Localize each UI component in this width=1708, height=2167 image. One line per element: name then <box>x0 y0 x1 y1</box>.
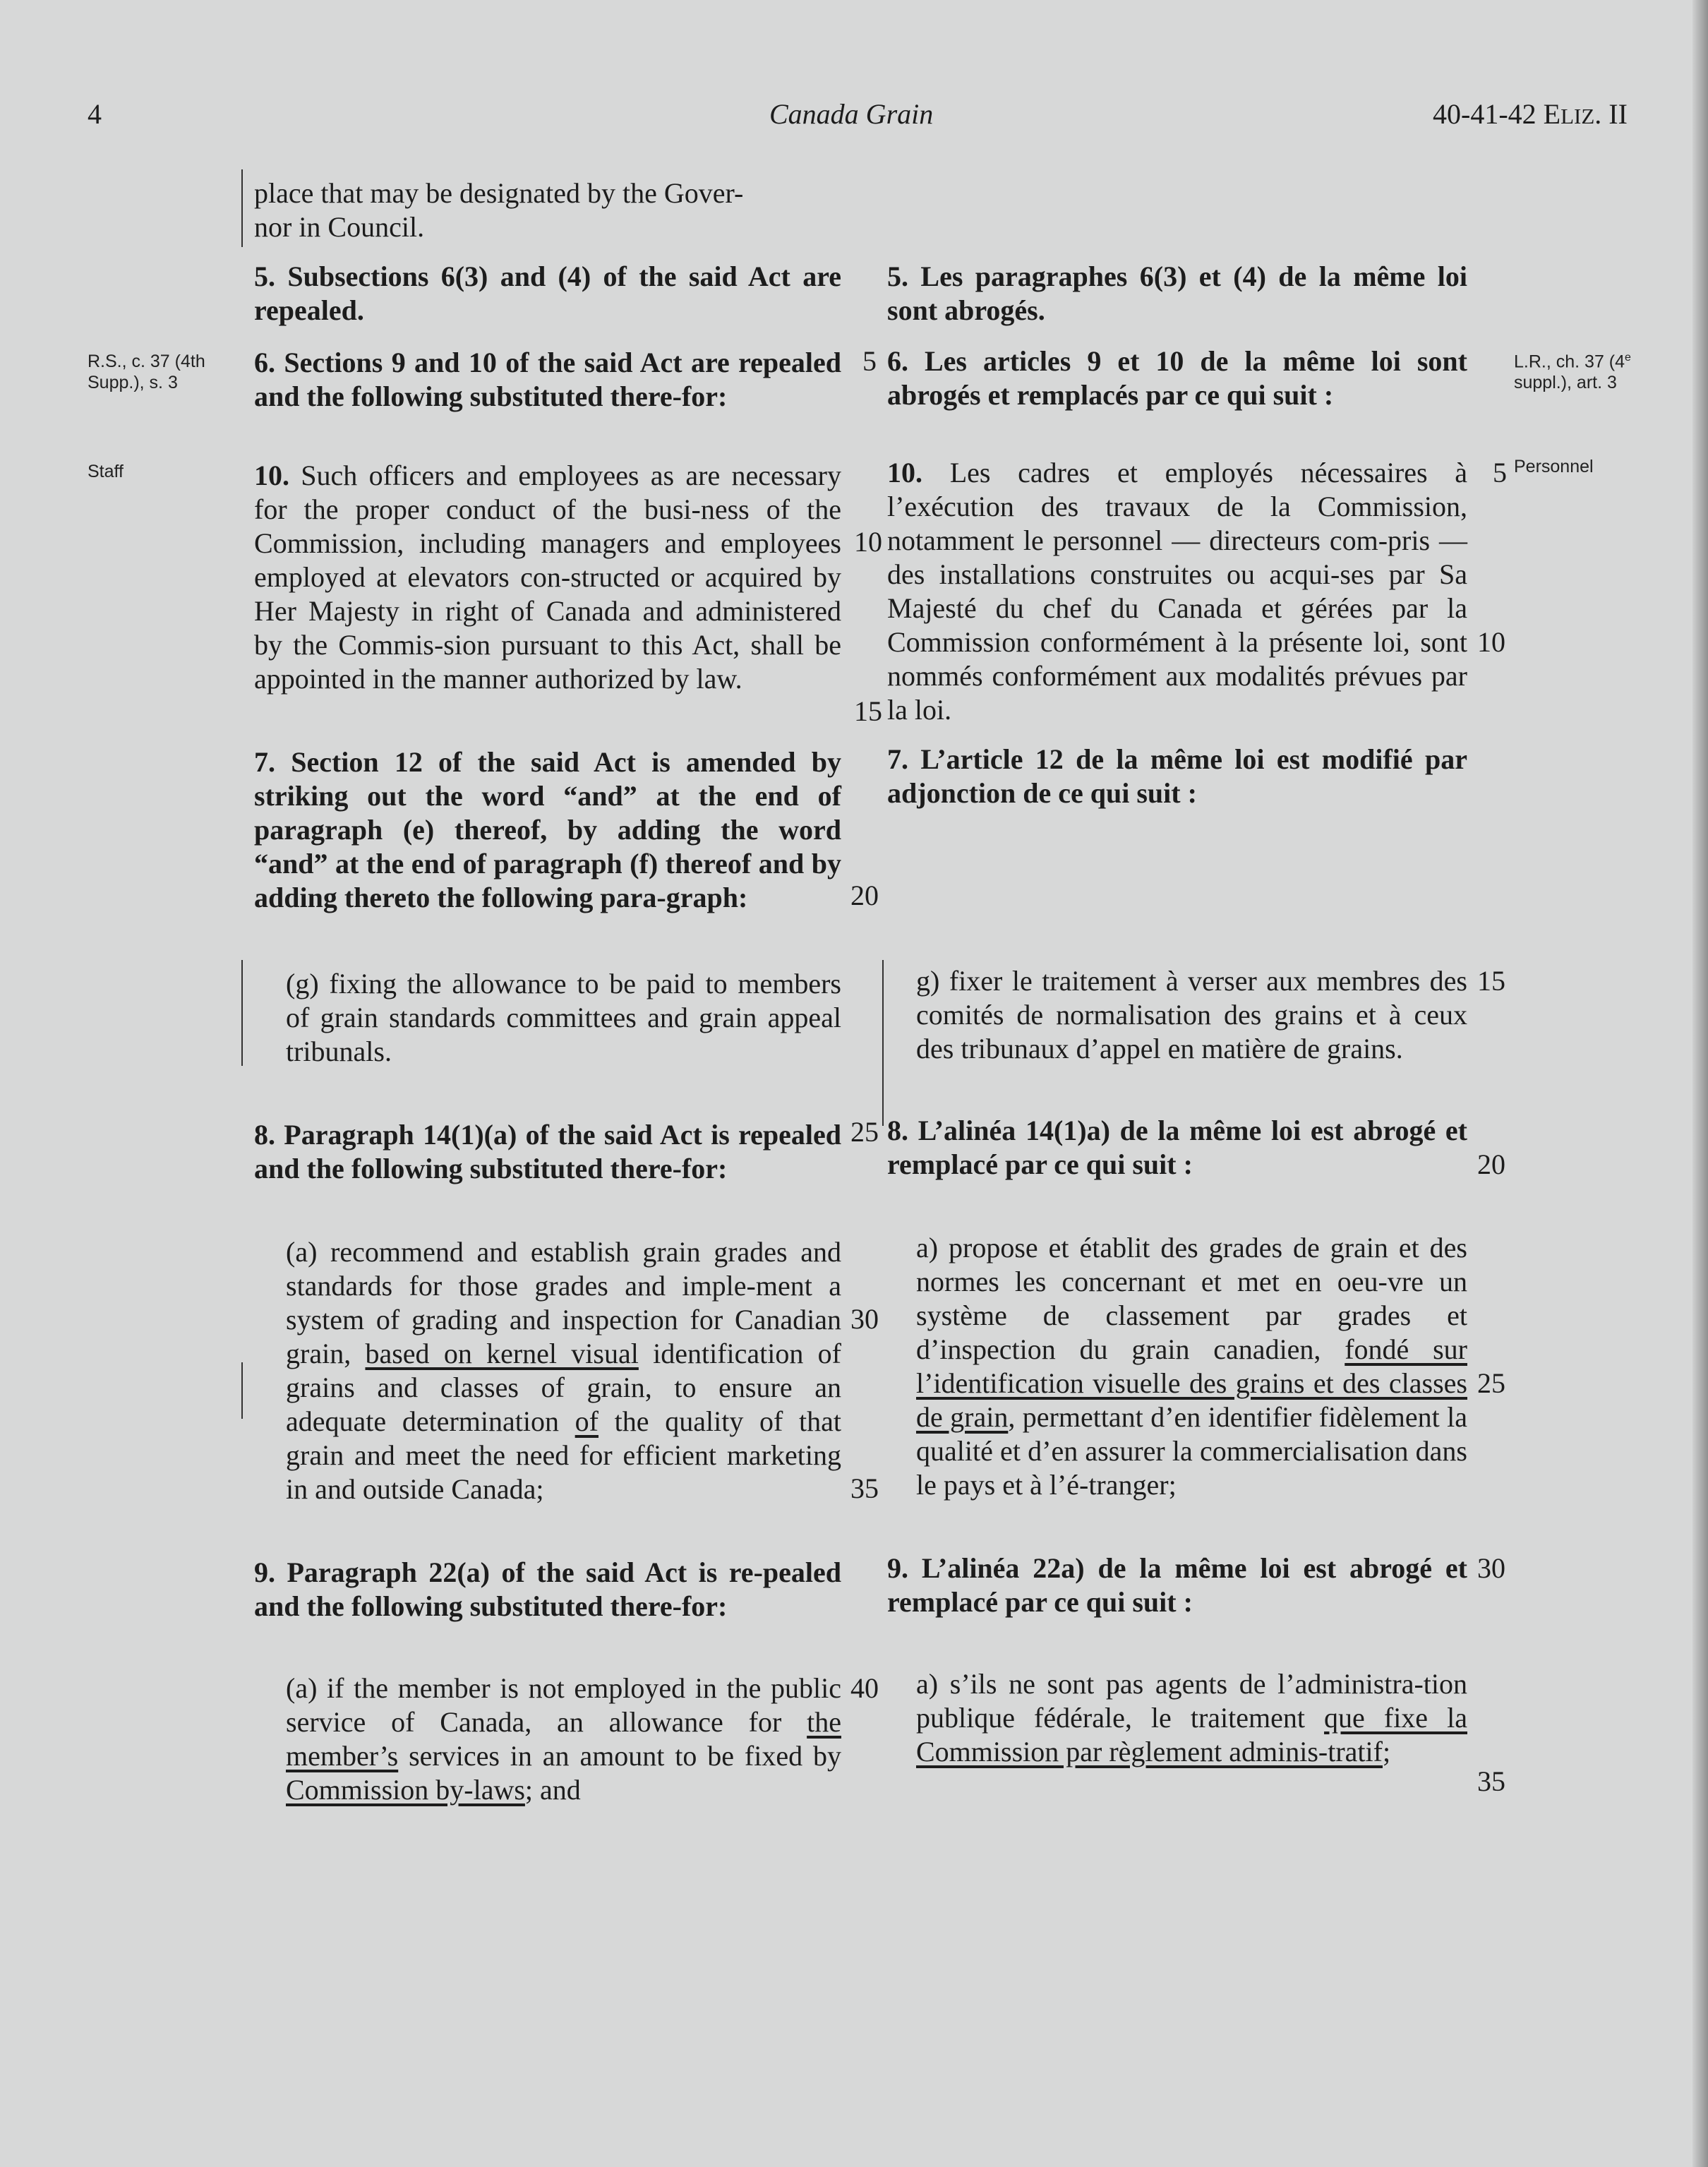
fr-section-10: 10. Les cadres et employés nécessaires à l’exécution des travaux de la Commission, notamment le personnel — directeurs com-pris — des installations construites ou acqui-ses par Sa Majesté du chef du Canada et gérées par la Commission conformément à la présente loi, sont nommés conformément aux modalités prévues par la loi. <box>887 457 1467 726</box>
line-number: 5 <box>1493 457 1507 488</box>
en-paragraph-g: (g) fixing the allowance to be paid to members of grain standards committees and grain appeal tribunals. <box>286 968 841 1067</box>
en-paragraph-22a: (a) if the member is not employed in the public service of Canada, an allowance for the member’s services in an amount to be fixed by Commission by-laws; and <box>286 1672 841 1806</box>
margin-note-staff: Staff <box>88 462 124 481</box>
line-number: 5 <box>862 345 877 377</box>
page-title: Canada Grain <box>769 98 934 130</box>
en-intro: place that may be designated by the Gover- nor in Council. <box>254 177 744 243</box>
line-number: 30 <box>1477 1552 1505 1584</box>
line-number: 10 <box>1477 626 1505 658</box>
en-paragraph-14a: (a) recommend and establish grain grades and standards for those grades and imple-ment a system of grading and inspection for Canadian grain, based on kernel visual identification of grains and classes of grain, to ensure an adequate determination of the quality of that grain and meet the need for efficient marketing in and outside Canada; <box>286 1236 841 1505</box>
margin-note-lr: L.R., ch. 37 (4e suppl.), art. 3 <box>1514 352 1631 393</box>
en-section-6: 6. Sections 9 and 10 of the said Act are repealed and the following substituted there-for: <box>254 347 841 412</box>
en-section-8: 8. Paragraph 14(1)(a) of the said Act is repealed and the following substituted there-for: <box>254 1119 841 1184</box>
line-number: 35 <box>1477 1765 1505 1797</box>
line-number: 20 <box>850 880 879 911</box>
line-number: 10 <box>854 526 882 558</box>
fr-paragraph-22a: a) s’ils ne sont pas agents de l’administra-tion publique fédérale, le traitement que fixe la Commission par règlement adminis-tratif; <box>916 1668 1467 1767</box>
fr-section-9: 9. L’alinéa 22a) de la même loi est abrogé et remplacé par ce qui suit : <box>887 1552 1467 1618</box>
revision-bar <box>241 960 243 1066</box>
revision-bar <box>241 1362 243 1419</box>
fr-section-8: 8. L’alinéa 14(1)a) de la même loi est abrogé et remplacé par ce qui suit : <box>887 1115 1467 1180</box>
fr-section-7: 7. L’article 12 de la même loi est modifié par adjonction de ce qui suit : <box>887 743 1467 809</box>
fr-section-6: 6. Les articles 9 et 10 de la même loi sont abrogés et remplacés par ce qui suit : <box>887 345 1467 411</box>
fr-paragraph-14a: a) propose et établit des grades de grain et des normes les concernant et met en oeu-vre un système de classement par grades et d’inspection du grain canadien, fondé sur l’identification visuelle des grains et des classes de grain, permettant d’en identifier fidèlement la qualité et d’en assurer la commercialisation dans le pays et à l’é-tranger; <box>916 1232 1467 1501</box>
margin-note-personnel: Personnel <box>1514 457 1594 476</box>
line-number: 30 <box>850 1303 879 1335</box>
regnal-year: 40-41-42 ELIZ. II <box>1433 98 1628 130</box>
revision-bar <box>241 169 243 247</box>
line-number: 25 <box>1477 1367 1505 1399</box>
line-number: 35 <box>850 1472 879 1504</box>
en-section-5: 5. Subsections 6(3) and (4) of the said Act are repealed. <box>254 260 841 326</box>
page-edge-shadow <box>1692 0 1708 2167</box>
line-number: 40 <box>850 1672 879 1704</box>
en-section-10: 10. Such officers and employees as are necessary for the proper conduct of the busi-ness of the Commission, including managers and employees employed at elevators con-structed or acquired by Her Majesty in right of Canada and administered by the Commis-sion pursuant to this Act, shall be appointed in the manner authorized by law. <box>254 460 841 695</box>
margin-note-rs: R.S., c. 37 (4th Supp.), s. 3 <box>88 352 205 392</box>
page-number: 4 <box>88 98 102 130</box>
en-section-7: 7. Section 12 of the said Act is amended by striking out the word “and” at the end of paragraph (e) thereof, by adding the word “and” at the end of paragraph (f) thereof and by adding thereto the following para-graph: <box>254 746 841 913</box>
fr-section-5: 5. Les paragraphes 6(3) et (4) de la même loi sont abrogés. <box>887 260 1467 326</box>
line-number: 20 <box>1477 1148 1505 1180</box>
line-number: 25 <box>850 1116 879 1148</box>
en-section-9: 9. Paragraph 22(a) of the said Act is re-pealed and the following substituted there-for: <box>254 1556 841 1622</box>
line-number: 15 <box>1477 965 1505 997</box>
revision-bar <box>882 960 884 1126</box>
line-number: 15 <box>854 695 882 727</box>
fr-paragraph-g: g) fixer le traitement à verser aux membres des comités de normalisation des grains et à ceux des tribunaux d’appel en matière de grains. <box>916 965 1467 1064</box>
